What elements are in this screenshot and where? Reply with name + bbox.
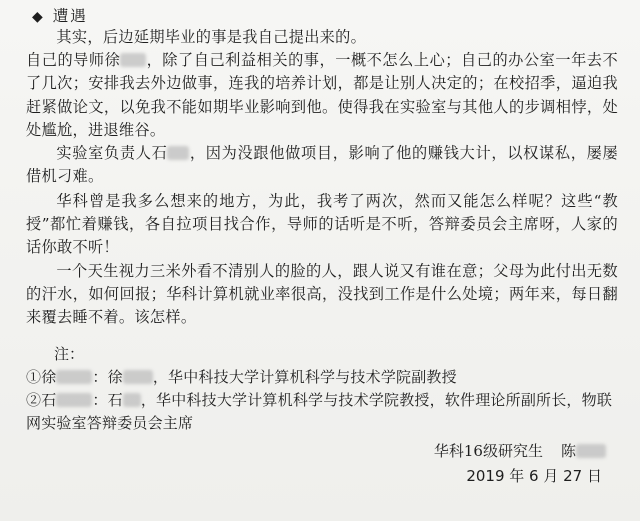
- signature: [434, 440, 606, 462]
- paragraph-2-body: ，因为没跟他做项目，影响了他的赚钱大计，以权谋私，屡屡借机刁难。: [26, 144, 618, 186]
- note-1-name: ：徐: [92, 368, 123, 386]
- note-1-key: ①徐: [26, 368, 57, 386]
- paragraph-2: [26, 142, 618, 188]
- redacted-name-blur: [576, 444, 606, 458]
- signature-affiliation: 华科16级研究生: [433, 442, 543, 460]
- redacted-name-blur: [123, 370, 153, 384]
- note-2-key: ②石: [26, 391, 57, 409]
- note-2-name: ：石: [92, 391, 123, 409]
- redacted-name-blur: [167, 146, 189, 160]
- paragraph-2-lead: 实验室负责人石: [56, 144, 168, 162]
- note-2: [26, 389, 618, 434]
- heading-title: 遭遇: [52, 7, 88, 25]
- letter-date: 2019 年 6 月 27 日: [466, 467, 602, 485]
- paragraph-1-intro: 其实，后边延期毕业的事是我自己提出来的。: [56, 28, 367, 46]
- paragraph-4: 一个天生视力三米外看不清别人的脸的人，跟人说又有谁在意；父母为此付出无数的汗水，如何回报；华科计算机就业率很高，没找到工作是什么处境；两年来，每日翻来覆去睡不着。该怎样。: [26, 262, 618, 327]
- paragraph-1: [26, 26, 618, 142]
- note-2-desc: ，华中科技大学计算机科学与技术学院教授，软件理论所副所长，物联网实验室答辩委员会主席: [26, 391, 613, 432]
- paragraph-1-body: ，除了自己利益相关的事，一概不怎么上心；自己的办公室一年去不了几次；安排我去外边做事，连我的培养计划，都是让别人决定的；在校招季，逼迫我赶紧做论文，以免我不能如期毕业影响到他。使得我在实验室与其他人的步调相悖，处处尴尬，进退维谷。: [26, 51, 618, 139]
- redacted-name-blur: [56, 370, 92, 384]
- paragraph-3: 华科曾是我多么想来的地方，为此，我考了两次，然而又能怎么样呢？这些“教授”都忙着赚钱，各自拉项目找合作，导师的话听是不听，答辩委员会主席呀，人家的话你敢不听！: [26, 192, 618, 257]
- redacted-name-blur: [120, 53, 146, 67]
- redacted-name-blur: [123, 393, 141, 407]
- redacted-name-blur: [56, 393, 92, 407]
- signature-name: 陈: [560, 442, 576, 460]
- note-1: [26, 366, 618, 389]
- diamond-bullet-icon: ◆: [32, 9, 43, 25]
- note-1-desc: ，华中科技大学计算机科学与技术学院副教授: [152, 368, 457, 386]
- notes-label: 注：: [54, 345, 85, 363]
- paragraph-1-advisor: 自己的导师徐: [26, 51, 121, 70]
